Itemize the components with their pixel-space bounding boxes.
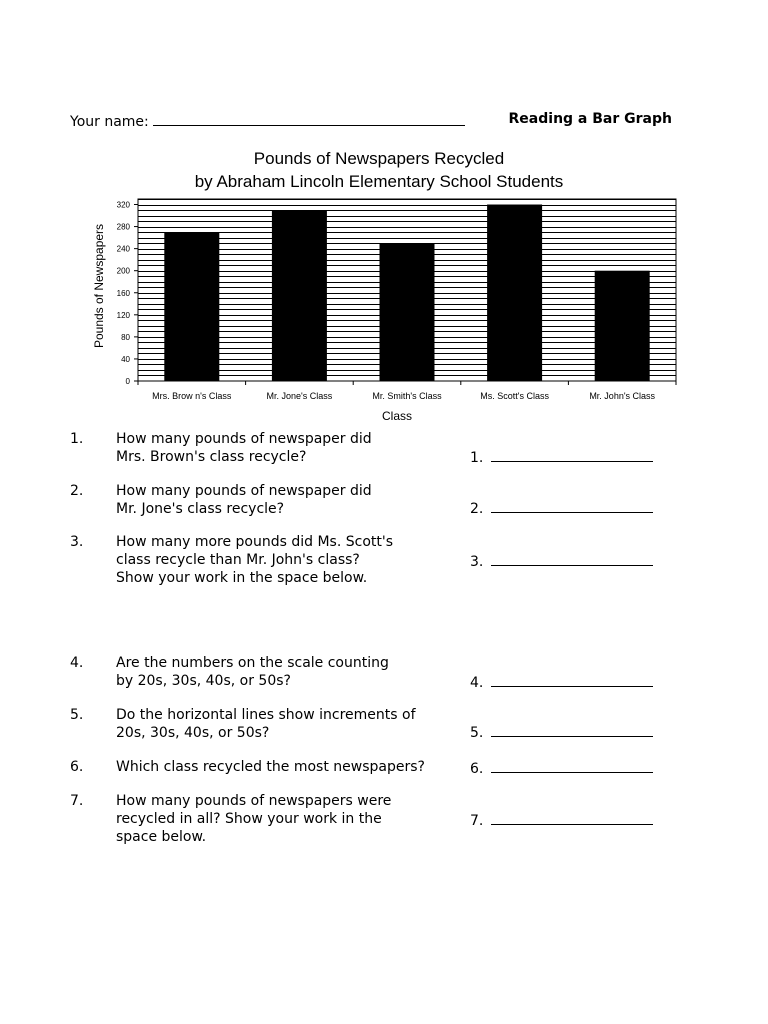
answer-number: 1. <box>470 450 484 466</box>
bar <box>595 271 650 381</box>
y-tick-label: 40 <box>121 354 130 364</box>
question-text: Which class recycled the most newspapers? <box>116 759 425 775</box>
question-number: 6. <box>70 759 84 775</box>
question-number: 5. <box>70 707 84 723</box>
answer-number: 2. <box>470 501 484 517</box>
name-blank-line[interactable] <box>153 111 465 126</box>
y-tick-label: 240 <box>116 244 130 254</box>
bar <box>164 232 219 381</box>
y-axis-label: Pounds of Newspapers <box>92 223 106 349</box>
question-text: Are the numbers on the scale counting by 20s, 30s, 40s, or 50s? <box>116 655 389 689</box>
answer-field-6[interactable] <box>470 758 653 778</box>
answer-blank-line[interactable] <box>491 810 653 825</box>
y-tick-label: 160 <box>116 288 130 298</box>
answer-blank-line[interactable] <box>491 551 653 566</box>
question-number: 2. <box>70 483 84 499</box>
answer-blank-line[interactable] <box>491 758 653 773</box>
answer-blank-line[interactable] <box>491 722 653 737</box>
answer-field-2[interactable] <box>470 498 653 518</box>
question-text: How many pounds of newspapers were recycled in all? Show your work in the space below. <box>116 793 392 845</box>
question-text: Do the horizontal lines show increments of 20s, 30s, 40s, or 50s? <box>116 707 416 741</box>
answer-field-1[interactable] <box>470 447 653 467</box>
x-tick-label: Mr. Smith's Class <box>372 391 442 401</box>
question-text: How many more pounds did Ms. Scott's class recycle than Mr. John's class? Show your work in the space below. <box>116 534 394 586</box>
bar <box>272 210 327 381</box>
x-axis-label: Class <box>381 409 413 423</box>
answer-number: 5. <box>470 725 484 741</box>
chart-title-line: Pounds of Newspapers Recycled <box>253 149 505 168</box>
question-number: 1. <box>70 431 84 447</box>
y-tick-label: 320 <box>116 200 130 210</box>
question-number: 4. <box>70 655 84 671</box>
y-tick-label: 280 <box>116 222 130 232</box>
x-tick-label: Mr. Jone's Class <box>266 391 333 401</box>
x-tick-label: Mrs. Brow n's Class <box>152 391 232 401</box>
y-tick-label: 200 <box>116 266 130 276</box>
question-number: 7. <box>70 793 84 809</box>
x-tick-label: Ms. Scott's Class <box>480 391 549 401</box>
question-number: 3. <box>70 534 84 550</box>
bar-chart <box>0 140 768 430</box>
question-text: How many pounds of newspaper did Mr. Jone's class recycle? <box>116 483 372 517</box>
answer-blank-line[interactable] <box>491 447 653 462</box>
bar <box>380 243 435 381</box>
name-field[interactable] <box>70 111 465 130</box>
answer-number: 3. <box>470 554 484 570</box>
answer-number: 6. <box>470 761 484 777</box>
answer-number: 4. <box>470 675 484 691</box>
y-tick-label: 0 <box>125 377 130 386</box>
name-label: Your name: <box>70 114 149 130</box>
answer-field-3[interactable] <box>470 551 653 571</box>
worksheet-title: Reading a Bar Graph <box>508 111 672 127</box>
answer-number: 7. <box>470 813 484 829</box>
answer-field-5[interactable] <box>470 722 653 742</box>
answer-field-4[interactable] <box>470 672 653 692</box>
y-tick-label: 80 <box>121 332 130 342</box>
question-text: How many pounds of newspaper did Mrs. Brown's class recycle? <box>116 431 372 465</box>
x-tick-label: Mr. John's Class <box>589 391 656 401</box>
answer-blank-line[interactable] <box>491 672 653 687</box>
bar <box>487 205 542 381</box>
chart-title-line: by Abraham Lincoln Elementary School Students <box>194 172 564 191</box>
answer-field-7[interactable] <box>470 810 653 830</box>
answer-blank-line[interactable] <box>491 498 653 513</box>
y-tick-label: 120 <box>116 310 130 320</box>
